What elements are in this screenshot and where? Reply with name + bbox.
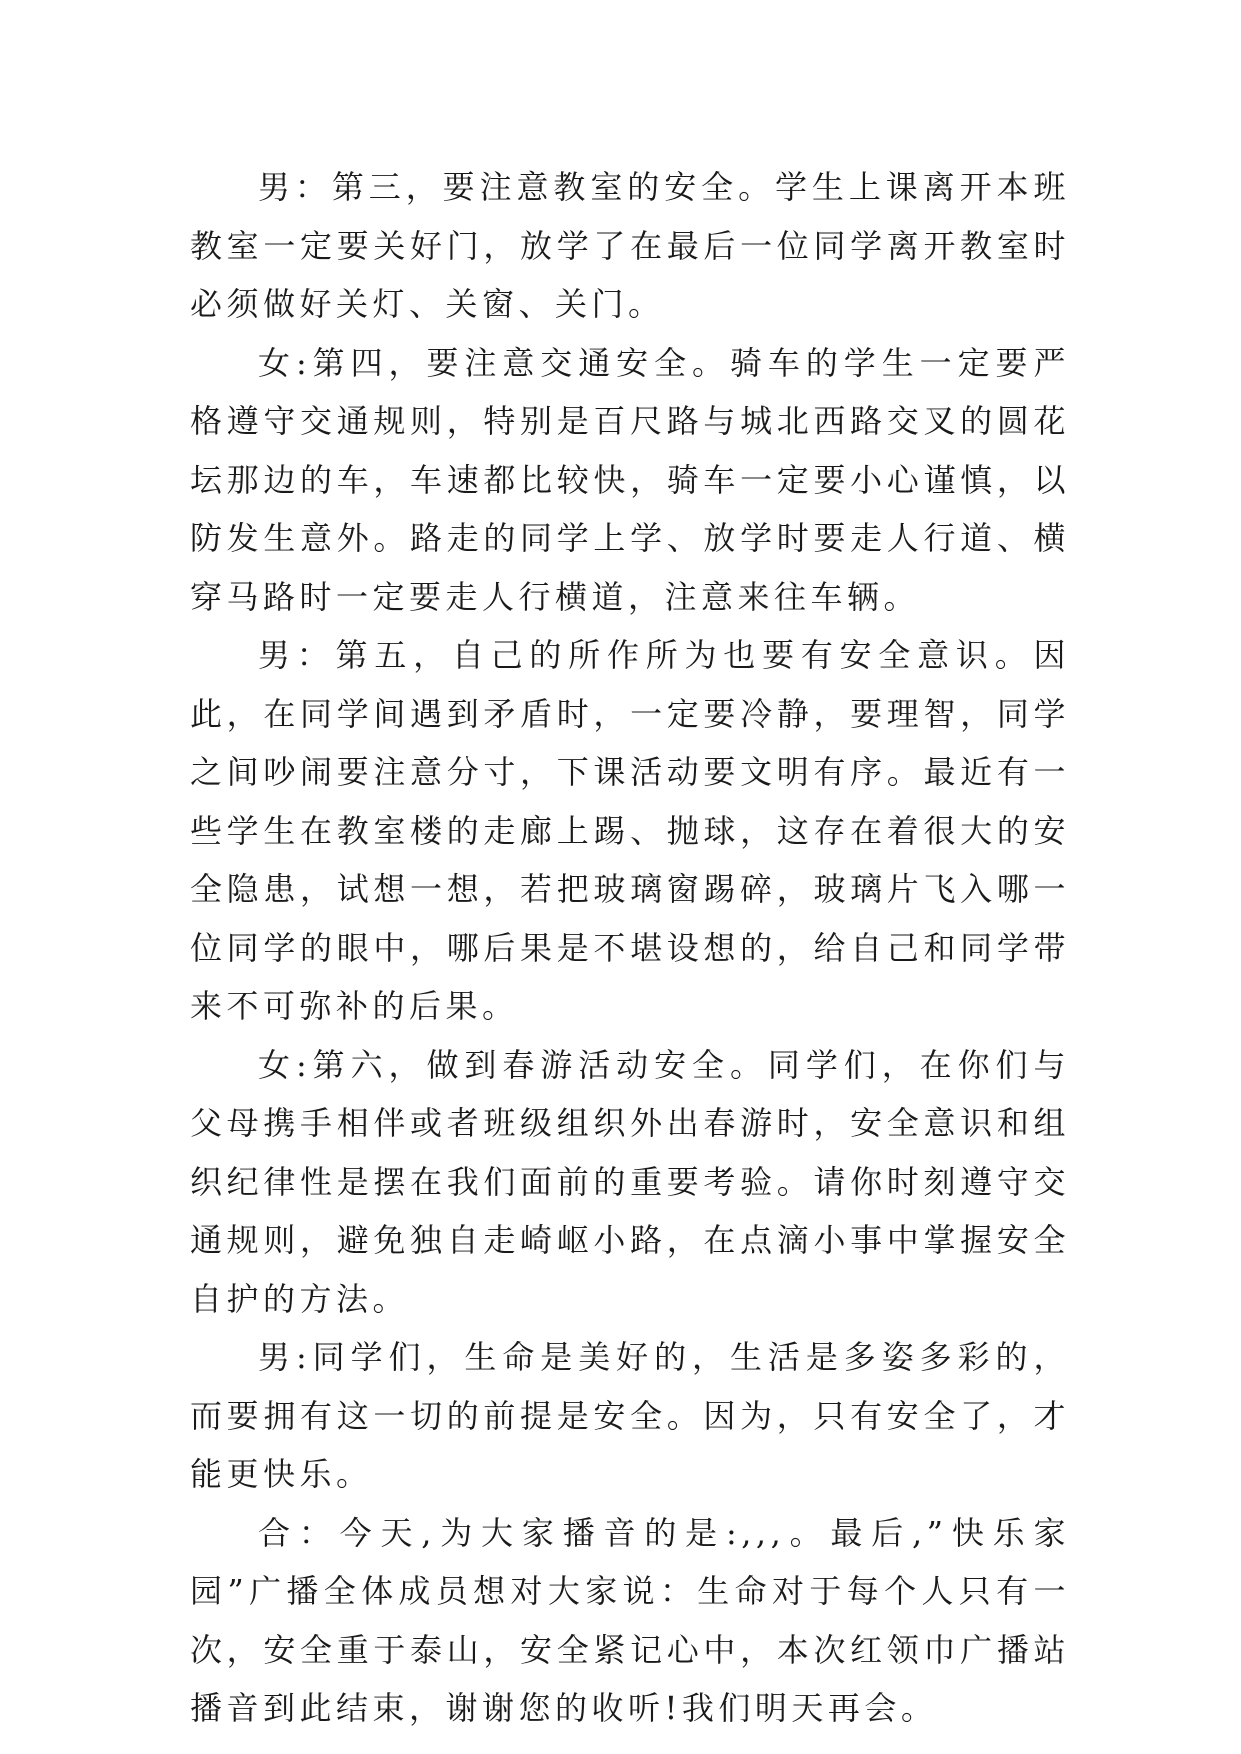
- paragraph-sixth-spring-outing-safety: 女:第六，做到春游活动安全。同学们，在你们与父母携手相伴或者班级组织外出春游时，安全意识和组织纪律性是摆在我们面前的重要考验。请你时刻遵守交通规则，避免独自走崎岖小路，在点滴小事中掌握安全自护的方法。: [190, 1045, 1070, 1318]
- document-body: [190, 158, 1070, 1738]
- paragraph-fifth-behavior-safety: 男：第五，自己的所作所为也要有安全意识。因此，在同学间遇到矛盾时，一定要冷静，要理智，同学之间吵闹要注意分寸，下课活动要文明有序。最近有一些学生在教室楼的走廊上踢、抛球，这存在着很大的安全隐患，试想一想，若把玻璃窗踢碎，玻璃片飞入哪一位同学的眼中，哪后果是不堪设想的，给自己和同学带来不可弥补的后果。: [190, 636, 1070, 1025]
- paragraph-fourth-traffic-safety: 女:第四，要注意交通安全。骑车的学生一定要严格遵守交通规则，特别是百尺路与城北西路交叉的圆花坛那边的车，车速都比较快，骑车一定要小心谨慎，以防发生意外。路走的同学上学、放学时要走人行道、横穿马路时一定要走人行横道，注意来往车辆。: [190, 343, 1070, 616]
- paragraph-life-is-beautiful: 男:同学们，生命是美好的，生活是多姿多彩的，而要拥有这一切的前提是安全。因为，只有安全了，才能更快乐。: [190, 1338, 1070, 1493]
- paragraph-third-classroom-safety: 男：第三，要注意教室的安全。学生上课离开本班教室一定要关好门，放学了在最后一位同学离开教室时必须做好关灯、关窗、关门。: [190, 168, 1070, 323]
- paragraph-closing: 合：今天,为大家播音的是:,,,。最后,”快乐家园”广播全体成员想对大家说：生命对于每个人只有一次，安全重于泰山，安全紧记心中，本次红领巾广播站播音到此结束，谢谢您的收听!我们明天再会。: [190, 1513, 1070, 1727]
